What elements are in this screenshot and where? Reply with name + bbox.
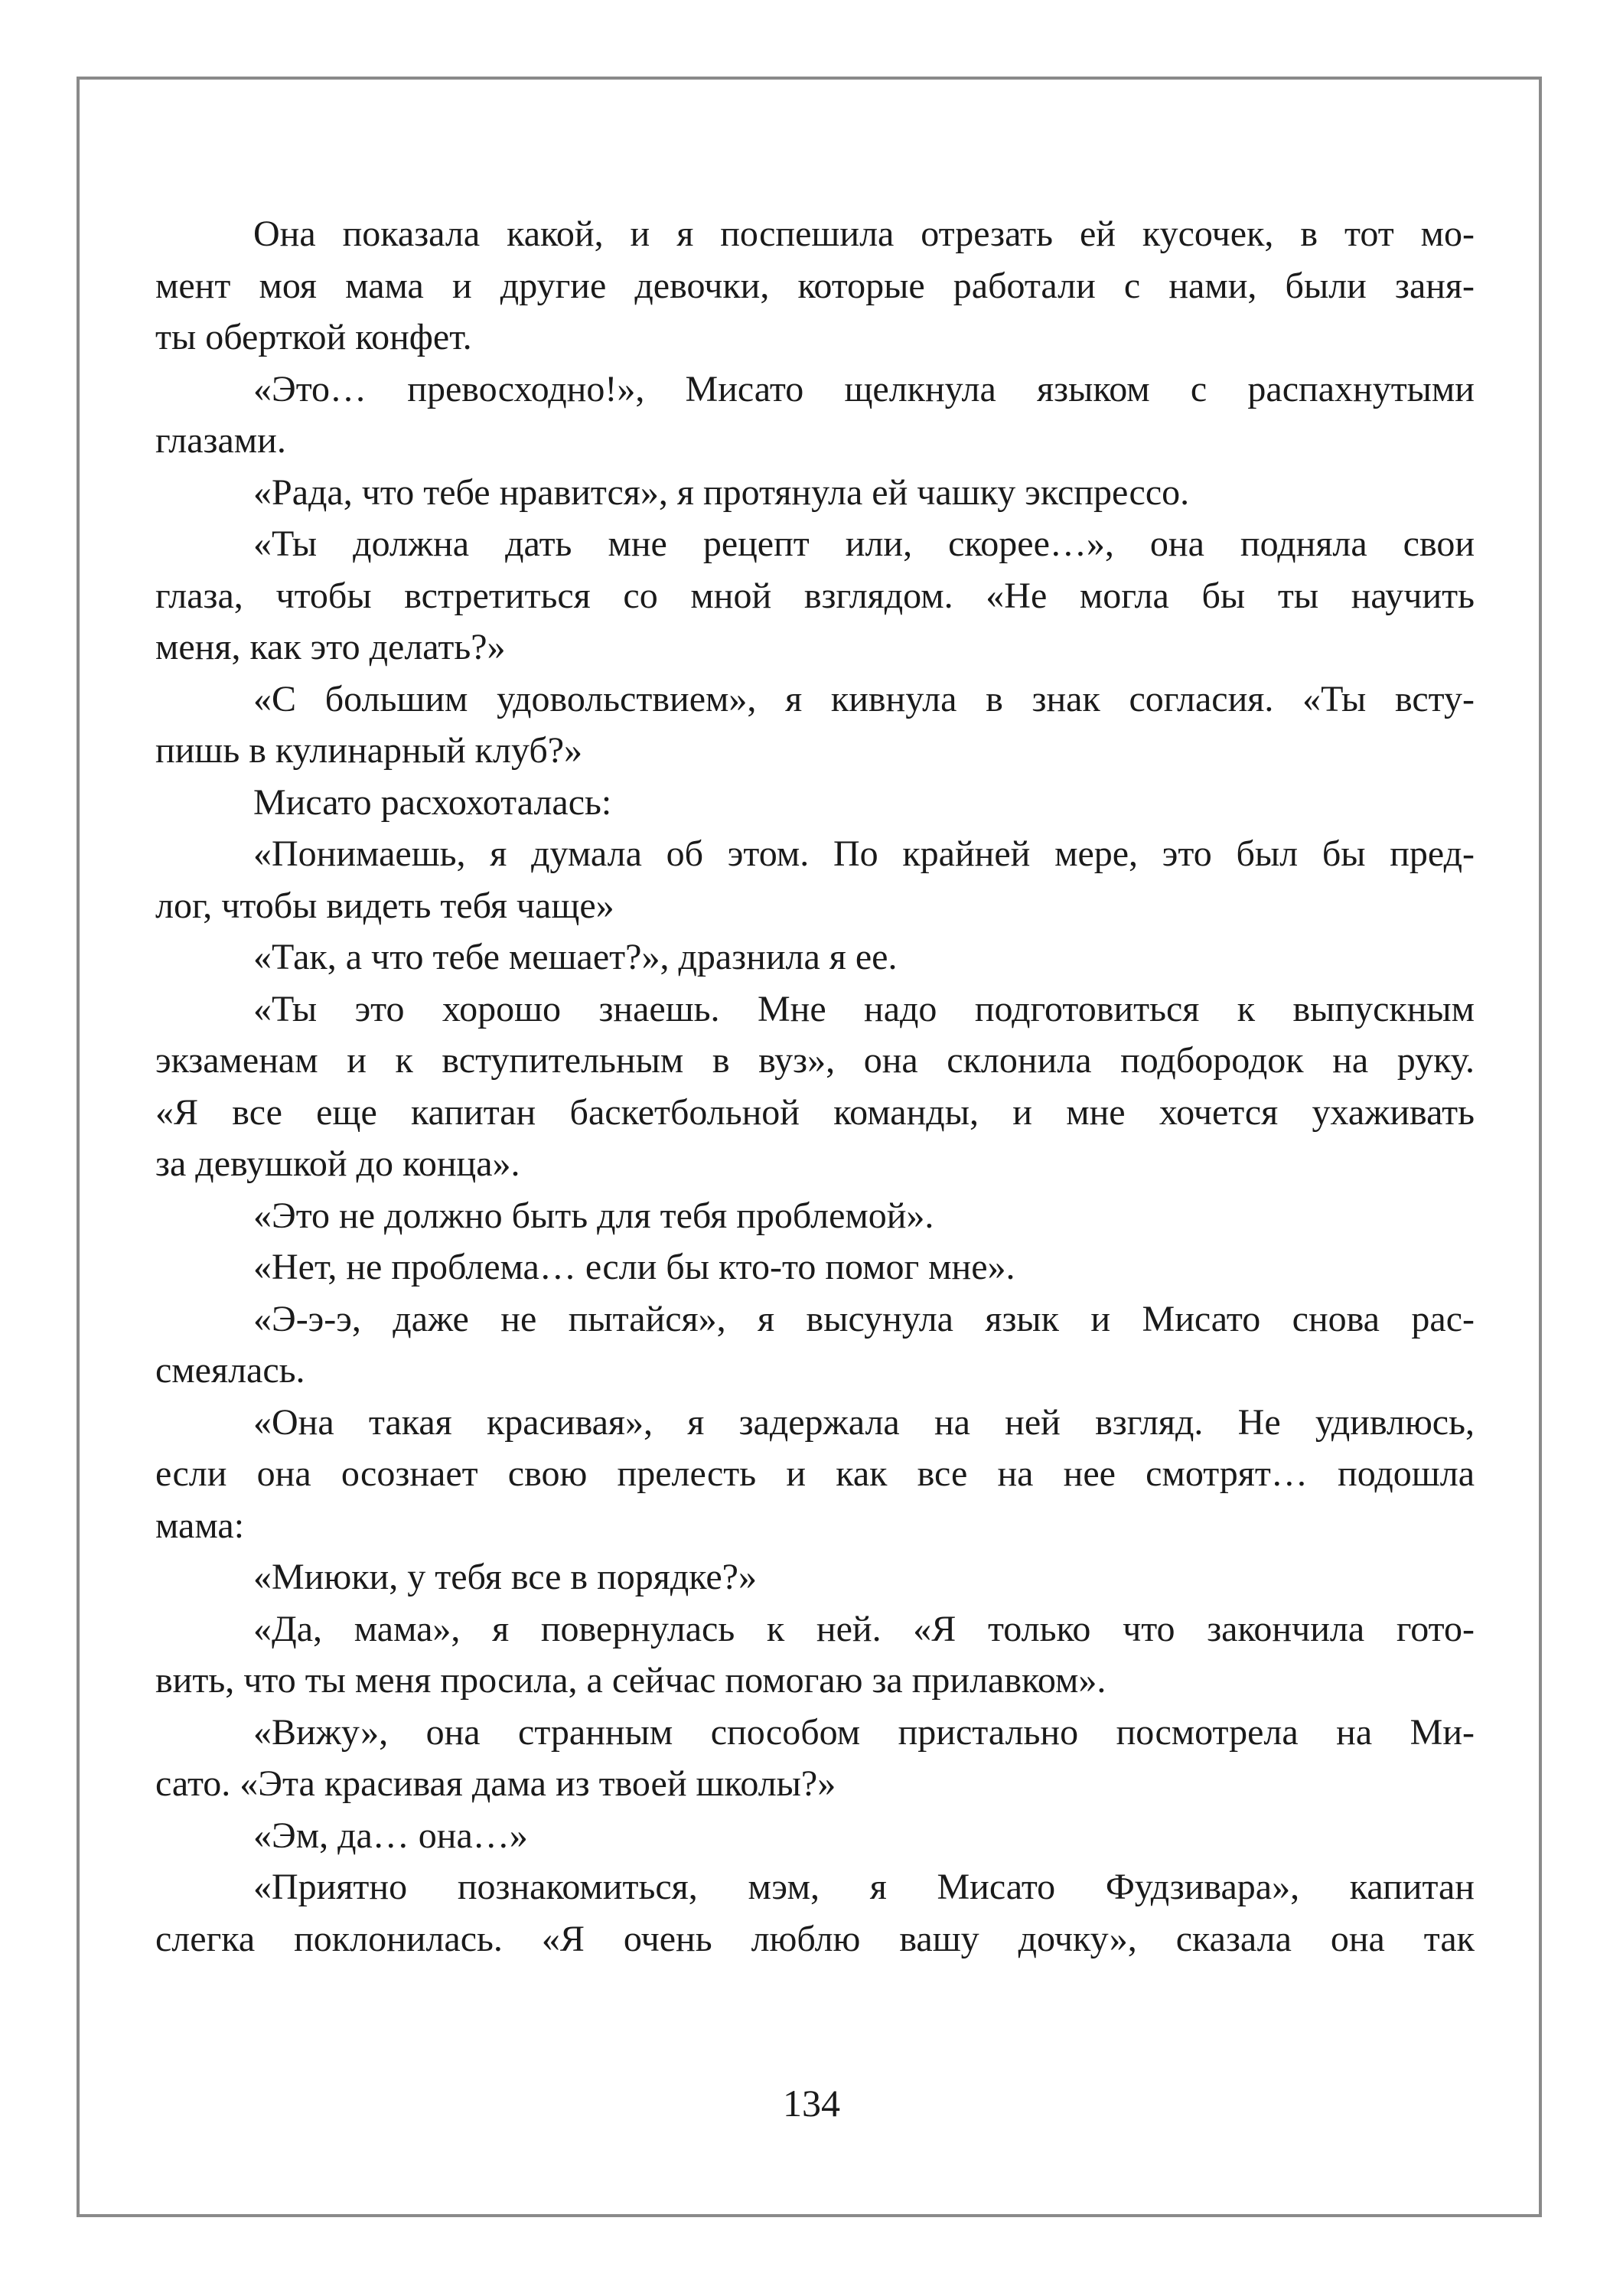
text-line: меня, как это делать?» bbox=[155, 627, 506, 667]
text-line: мент моя мама и другие девочки, которые работали с нами, были заня- bbox=[155, 265, 1475, 306]
text-line: «Эм, да… она…» bbox=[253, 1815, 528, 1856]
text-line: «С большим удовольствием», я кивнула в знак согласия. «Ты всту- bbox=[253, 678, 1475, 719]
text-line: лог, чтобы видеть тебя чаще» bbox=[155, 885, 614, 926]
text-line: пишь в кулинарный клуб?» bbox=[155, 730, 583, 771]
text-line: слегка поклонилась. «Я очень люблю вашу дочку», сказала она так bbox=[155, 1918, 1475, 1959]
text-line: «Приятно познакомиться, мэм, я Мисато Фудзивара», капитан bbox=[253, 1867, 1475, 1907]
text-line: Мисато расхохоталась: bbox=[253, 781, 612, 823]
text-line: «Это… превосходно!», Мисато щелкнула языком с распахнутыми bbox=[253, 368, 1475, 409]
text-line: «Да, мама», я повернулась к ней. «Я только что закончила гото- bbox=[253, 1608, 1475, 1649]
body-text bbox=[155, 208, 1475, 1965]
text-line: сато. «Эта красивая дама из твоей школы?» bbox=[155, 1763, 836, 1804]
text-line: «Нет, не проблема… если бы кто-то помог мне». bbox=[253, 1247, 1015, 1287]
text-line: вить, что ты меня просила, а сейчас помогаю за прилавком». bbox=[155, 1660, 1106, 1701]
text-line: «Ты должна дать мне рецепт или, скорее…», она подняла свои bbox=[253, 523, 1475, 564]
text-line: «Миюки, у тебя все в порядке?» bbox=[253, 1557, 757, 1597]
text-line: «Вижу», она странным способом пристально посмотрела на Ми- bbox=[253, 1711, 1475, 1753]
text-line: «Я все еще капитан баскетбольной команды, и мне хочется ухаживать bbox=[155, 1091, 1475, 1133]
text-line: за девушкой до конца». bbox=[155, 1143, 520, 1184]
text-line: «Ты это хорошо знаешь. Мне надо подготовиться к выпускным bbox=[253, 988, 1475, 1029]
text-line: если она осознает свою прелесть и как все на нее смотрят… подошла bbox=[155, 1453, 1475, 1494]
text-line: «Рада, что тебе нравится», я протянула ей чашку экспрессо. bbox=[253, 471, 1190, 513]
text-line: ты оберткой конфет. bbox=[155, 317, 472, 357]
page-number: 134 bbox=[783, 2082, 840, 2125]
text-line: глазами. bbox=[155, 420, 286, 461]
text-line: Она показала какой, и я поспешила отрезать ей кусочек, в тот мо- bbox=[253, 214, 1475, 254]
text-line: «Так, а что тебе мешает?», дразнила я ее. bbox=[253, 937, 898, 977]
text-line: мама: bbox=[155, 1505, 245, 1546]
text-line: «Понимаешь, я думала об этом. По крайней мере, это был бы пред- bbox=[253, 833, 1475, 874]
text-line: «Это не должно быть для тебя проблемой». bbox=[253, 1195, 934, 1236]
text-line: «Она такая красивая», я задержала на ней взгляд. Не удивлюсь, bbox=[253, 1401, 1475, 1443]
text-line: глаза, чтобы встретиться со мной взглядом. «Не могла бы ты научить bbox=[155, 575, 1475, 616]
text-line: экзаменам и к вступительным в вуз», она склонила подбородок на руку. bbox=[155, 1040, 1475, 1081]
text-line: «Э-э-э, даже не пытайся», я высунула язык и Мисато снова рас- bbox=[253, 1298, 1475, 1339]
text-line: смеялась. bbox=[155, 1350, 305, 1391]
